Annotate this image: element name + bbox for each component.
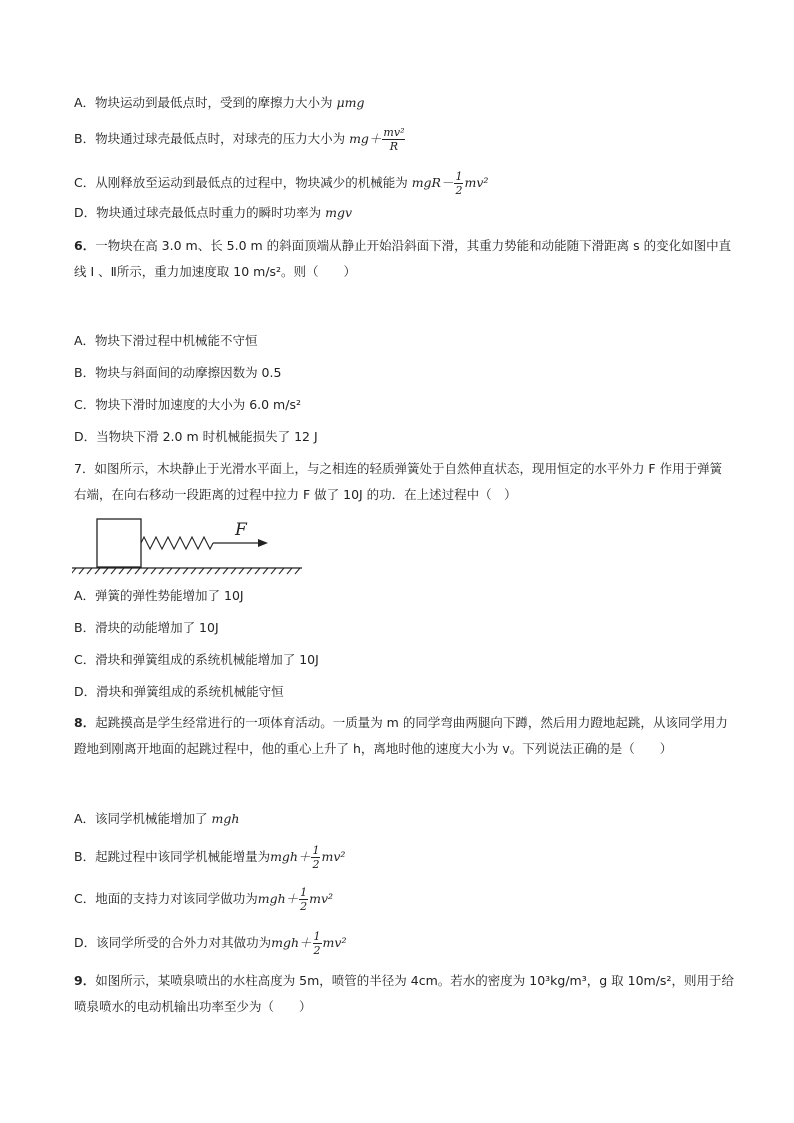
hatch-mark — [111, 568, 116, 574]
q7-option-d: D．滑块和弹簧组成的系统机械能守恒 — [74, 684, 284, 699]
q7-stem: 7．如图所示，木块静止于光滑水平面上，与之相连的轻质弹簧处于自然伸直状态，现用恒定的水平外力 F 作用于弹簧右端，在向右移动一段距离的过程中拉力 F 做了 10J 的功．在上述过程中（ ） — [74, 461, 723, 502]
hatch-mark — [295, 568, 300, 574]
spring-shape — [141, 537, 213, 549]
hatch-mark — [119, 568, 124, 574]
block-spring-figure — [72, 516, 304, 576]
q7-option-c: C．滑块和弹簧组成的系统机械能增加了 10J — [74, 652, 319, 667]
q6-option-d: D．当物块下滑 2.0 m 时机械能损失了 12 J — [74, 429, 318, 444]
hatch-mark — [175, 568, 180, 574]
hatch-mark — [79, 568, 84, 574]
hatch-mark — [207, 568, 212, 574]
q5-option-b: B．物块通过球壳最低点时，对球壳的压力大小为 mg＋ $\frac{\text{mv²}}{R}$ — [74, 126, 405, 153]
hatch-mark — [183, 568, 188, 574]
block-shape — [97, 519, 141, 567]
hatch-mark — [271, 568, 276, 574]
q6-option-a: A．物块下滑过程中机械能不守恒 — [74, 333, 258, 348]
q8-option-d: D．该同学所受的合外力对其做功为mgh＋ $\frac{1}{2}$ mv² — [74, 930, 347, 957]
hatch-mark — [103, 568, 108, 574]
hatch-mark — [72, 568, 76, 574]
fraction: $\frac{1}{2}$ — [455, 170, 463, 197]
hatch-mark — [95, 568, 100, 574]
q9-stem: 9．如图所示，某喷泉喷出的水柱高度为 5m，喷管的半径为 4cm。若水的密度为 10³kg/m³，g 取 10m/s²，则用于给喷泉喷水的电动机输出功率至少为（ ） — [74, 973, 734, 1014]
q6-stem: 6．一物块在高 3.0 m、长 5.0 m 的斜面顶端从静止开始沿斜面下滑，其重力势能和动能随下滑距离 s 的变化如图中直线 Ⅰ 、Ⅱ所示，重力加速度取 10 m/s²。则（ ） — [74, 238, 732, 279]
q7-option-a: A．弹簧的弹性势能增加了 10J — [74, 588, 244, 603]
hatch-mark — [159, 568, 164, 574]
hatch-mark — [287, 568, 292, 574]
q5-option-c: C．从刚释放至运动到最低点的过程中，物块减少的机械能为 mgR－ $\frac{1}{2}$ mv² — [74, 170, 489, 197]
q5-option-a: A．物块运动到最低点时，受到的摩擦力大小为 μmg — [74, 95, 365, 110]
hatch-mark — [279, 568, 284, 574]
hatch-mark — [167, 568, 172, 574]
hatch-mark — [87, 568, 92, 574]
hatch-mark — [223, 568, 228, 574]
hatch-mark — [239, 568, 244, 574]
fraction: $\frac{1}{2}$ — [300, 886, 308, 913]
q8-option-c: C．地面的支持力对该同学做功为mgh＋ $\frac{1}{2}$ mv² — [74, 886, 334, 913]
q8-option-a: A．该同学机械能增加了 mgh — [74, 811, 240, 826]
q5-option-d: D．物块通过球壳最低点时重力的瞬时功率为 mgv — [74, 205, 353, 220]
force-arrow-head — [258, 539, 268, 547]
hatch-mark — [247, 568, 252, 574]
fraction: $\frac{\text{mv²}}{R}$ — [383, 126, 405, 153]
hatch-mark — [255, 568, 260, 574]
force-label: F — [235, 520, 247, 540]
hatch-mark — [151, 568, 156, 574]
hatch-mark — [191, 568, 196, 574]
hatch-mark — [215, 568, 220, 574]
q8-option-b: B．起跳过程中该同学机械能增量为mgh＋ $\frac{1}{2}$ mv² — [74, 844, 346, 871]
hatch-mark — [127, 568, 132, 574]
fraction: $\frac{1}{2}$ — [312, 844, 320, 871]
fraction: $\frac{1}{2}$ — [313, 930, 321, 957]
hatch-mark — [199, 568, 204, 574]
hatch-mark — [135, 568, 140, 574]
hatch-mark — [263, 568, 268, 574]
q8-stem: 8．起跳摸高是学生经常进行的一项体育活动。一质量为 m 的同学弯曲两腿向下蹲，然后用力蹬地起跳，从该同学用力蹬地到刚离开地面的起跳过程中，他的重心上升了 h，离地时他的速度大小为 v。下列说法正确的是（ ） — [74, 715, 728, 756]
q6-option-c: C．物块下滑时加速度的大小为 6.0 m/s² — [74, 397, 301, 412]
q6-option-b: B．物块与斜面间的动摩擦因数为 0.5 — [74, 365, 282, 380]
hatch-mark — [143, 568, 148, 574]
q7-option-b: B．滑块的动能增加了 10J — [74, 620, 219, 635]
ground-hatching — [72, 568, 300, 574]
hatch-mark — [231, 568, 236, 574]
